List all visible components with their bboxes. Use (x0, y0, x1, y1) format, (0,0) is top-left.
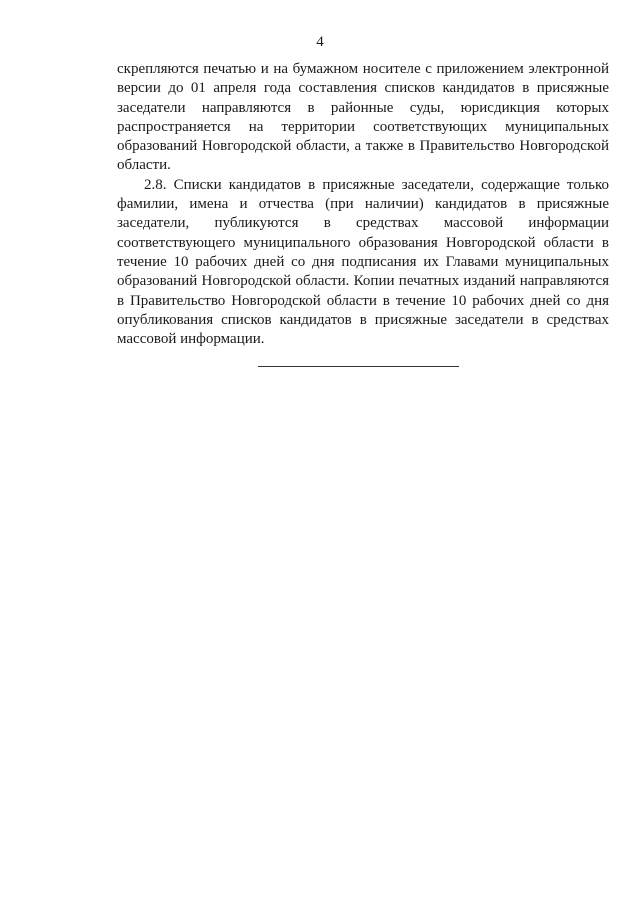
text-line: образований Новгородской области. Копии печатных изданий направляются (117, 273, 609, 290)
text-line: распространяется на территории соответствующих муниципальных (117, 118, 609, 135)
text-line: заседатели, публикуются в средствах массовой информации (117, 215, 609, 232)
page-number: 4 (316, 34, 324, 50)
paragraph-2-8 (117, 176, 609, 350)
text-line: скрепляются печатью и на бумажном носителе с приложением электронной (117, 61, 609, 77)
text-line: опубликования списков кандидатов в присяжные заседатели в средствах (117, 311, 609, 328)
text-line: 2.8. Списки кандидатов в присяжные заседатели, содержащие только (144, 176, 609, 193)
document-body (117, 60, 609, 349)
text-line: версии до 01 апреля года составления списков кандидатов в присяжные (117, 80, 609, 97)
end-separator-line (258, 366, 459, 367)
text-line: течение 10 рабочих дней со дня подписания их Главами муниципальных (117, 253, 609, 270)
text-line: массовой информации. (117, 331, 265, 348)
text-line: образований Новгородской области, а также в Правительство Новгородской (117, 138, 609, 155)
text-line: заседатели направляются в районные суды, юрисдикция которых (117, 99, 609, 116)
text-line: в Правительство Новгородской области в течение 10 рабочих дней со дня (117, 292, 609, 309)
text-line: фамилии, имена и отчества (при наличии) кандидатов в присяжные (117, 196, 609, 213)
text-line: соответствующего муниципального образования Новгородской области в (117, 234, 609, 251)
paragraph-1 (117, 60, 609, 176)
text-line: области. (117, 157, 171, 174)
